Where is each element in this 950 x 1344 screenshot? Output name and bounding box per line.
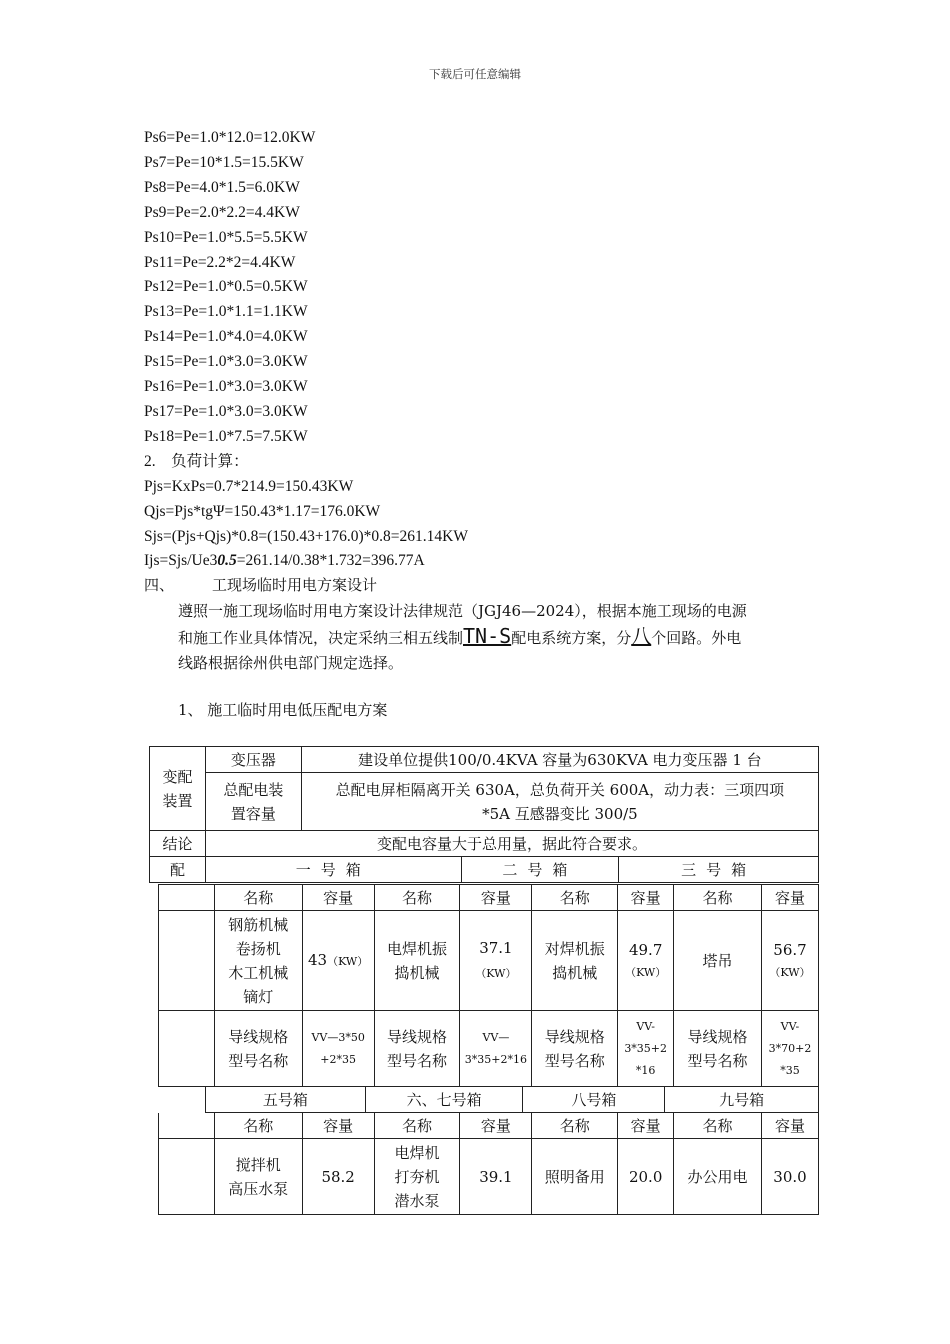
col-capacity: 容量 (618, 1113, 674, 1139)
formula-line: Ps7=Pe=10*1.5=15.5KW (144, 153, 304, 171)
box-header: 一号箱 (205, 857, 461, 883)
dist-label: 配 (150, 857, 206, 883)
box-header: 九号箱 (665, 1087, 819, 1113)
wire-spec: VV—3*50 +2*35 (302, 1011, 374, 1087)
equipment-name: 钢筋机械 卷扬机 木工机械 镝灯 (214, 911, 302, 1011)
load-calc-heading: 2. 负荷计算： (144, 452, 249, 470)
equipment-name: 照明备用 (532, 1139, 618, 1215)
formula-line: Ps17=Pe=1.0*3.0=3.0KW (144, 402, 308, 420)
transformer-table (149, 746, 819, 883)
col-name: 名称 (674, 1113, 762, 1139)
formula-line: Ps14=Pe=1.0*4.0=4.0KW (144, 328, 308, 346)
box-table-1-4 (158, 884, 819, 1087)
blank-cell (159, 1113, 215, 1139)
equipment-capacity: 20.0 (618, 1139, 674, 1215)
col-capacity: 容量 (302, 885, 374, 911)
equipment-capacity: 30.0 (761, 1139, 818, 1215)
conclusion-label: 结论 (150, 831, 206, 857)
body-paragraph (178, 599, 818, 676)
equipment-capacity: 49.7 （KW） (618, 911, 674, 1011)
box-table-5-9 (158, 1112, 819, 1215)
transformer-label: 变压器 (205, 747, 301, 773)
box-header: 六、七号箱 (365, 1087, 523, 1113)
wire-label: 导线规格 型号名称 (674, 1011, 762, 1087)
formula-line: Ps13=Pe=1.0*1.1=1.1KW (144, 303, 308, 321)
equipment-capacity: 39.1 (460, 1139, 532, 1215)
page-header: 下载后可任意编辑 (429, 67, 521, 81)
col-name: 名称 (214, 885, 302, 911)
subsection-title: 1、 施工临时用电低压配电方案 (178, 701, 388, 719)
col-capacity: 容量 (302, 1113, 374, 1139)
col-capacity: 容量 (460, 1113, 532, 1139)
col-capacity: 容量 (761, 885, 818, 911)
col-capacity: 容量 (618, 885, 674, 911)
box-header: 八号箱 (523, 1087, 665, 1113)
formula-line: Pjs=KxPs=0.7*214.9=150.43KW (144, 477, 354, 495)
formula-line: Ps8=Pe=4.0*1.5=6.0KW (144, 178, 300, 196)
formula-line: Sjs=(Pjs+Qjs)*0.8=(150.43+176.0)*0.8=261.14KW (144, 527, 469, 545)
equipment-capacity: 58.2 (302, 1139, 374, 1215)
capacity-label: 总配电装 置容量 (205, 773, 301, 831)
para-line: 遵照一施工现场临时用电方案设计法律规范（JGJ46—2024），根据本施工现场的电源 (178, 602, 747, 620)
box-header-row-2 (205, 1086, 819, 1113)
col-name: 名称 (214, 1113, 302, 1139)
formula-list (144, 126, 468, 574)
blank-cell (159, 885, 215, 911)
box-header: 二号箱 (461, 857, 619, 883)
formula-line: Ps16=Pe=1.0*3.0=3.0KW (144, 378, 308, 396)
wire-spec: VV- 3*35+2 *16 (618, 1011, 674, 1087)
col-name: 名称 (374, 1113, 460, 1139)
wire-label: 导线规格 型号名称 (374, 1011, 460, 1087)
blank-cell (159, 1011, 215, 1087)
formula-ijs: Ijs=Sjs/Ue30.5=261.14/0.38*1.732=396.77A (144, 552, 425, 570)
equipment-capacity: 43（KW） (302, 911, 374, 1011)
equipment-name: 搅拌机 高压水泵 (214, 1139, 302, 1215)
section-title: 工现场临时用电方案设计 (212, 576, 378, 594)
formula-line: Ps15=Pe=1.0*3.0=3.0KW (144, 353, 308, 371)
formula-line: Ps12=Pe=1.0*0.5=0.5KW (144, 278, 308, 296)
blank-cell (159, 1139, 215, 1215)
equipment-capacity: 56.7 （KW） (761, 911, 818, 1011)
equipment-name: 对焊机振 捣机械 (532, 911, 618, 1011)
section-number: 四、 (144, 576, 175, 594)
box-header: 三号箱 (619, 857, 819, 883)
conclusion-value: 变配电容量大于总用量，据此符合要求。 (205, 831, 818, 857)
col-name: 名称 (532, 885, 618, 911)
formula-line: Ps6=Pe=1.0*12.0=12.0KW (144, 129, 316, 146)
box-header: 五号箱 (206, 1087, 366, 1113)
formula-line: Ps11=Pe=2.2*2=4.4KW (144, 253, 296, 271)
wire-spec: VV- 3*70+2 *35 (761, 1011, 818, 1087)
formula-line: Ps18=Pe=1.0*7.5=7.5KW (144, 427, 308, 445)
blank-cell (159, 911, 215, 1011)
col-capacity: 容量 (761, 1113, 818, 1139)
equipment-name: 办公用电 (674, 1139, 762, 1215)
equipment-name: 塔吊 (674, 911, 762, 1011)
transformer-value: 建设单位提供100/0.4KVA 容量为630KVA 电力变压器 1 台 (301, 747, 818, 773)
para-line: 线路根据徐州供电部门规定选择。 (178, 654, 404, 672)
formula-line: Ps9=Pe=2.0*2.2=4.4KW (144, 203, 300, 221)
equipment-name: 电焊机 打夯机 潜水泵 (374, 1139, 460, 1215)
col-name: 名称 (374, 885, 460, 911)
equipment-name: 电焊机振 捣机械 (374, 911, 460, 1011)
capacity-value: 总配电屏柜隔离开关 630A，总负荷开关 600A，动力表：三项四项 *5A 互感器变比 300/5 (301, 773, 818, 831)
formula-line: Qjs=Pjs*tgΨ=150.43*1.17=176.0KW (144, 502, 381, 520)
group-label: 变配装置 (150, 747, 206, 831)
col-name: 名称 (532, 1113, 618, 1139)
section-heading (144, 574, 378, 595)
wire-label: 导线规格 型号名称 (532, 1011, 618, 1087)
wire-label: 导线规格 型号名称 (214, 1011, 302, 1087)
equipment-capacity: 37.1（KW） (460, 911, 532, 1011)
col-name: 名称 (674, 885, 762, 911)
col-capacity: 容量 (460, 885, 532, 911)
formula-line: Ps10=Pe=1.0*5.5=5.5KW (144, 228, 308, 246)
para-line: 和施工作业具体情况，决定采纳三相五线制TN-S配电系统方案，分八个回路。外电 (178, 624, 742, 648)
wire-spec: VV— 3*35+2*16 (460, 1011, 532, 1087)
